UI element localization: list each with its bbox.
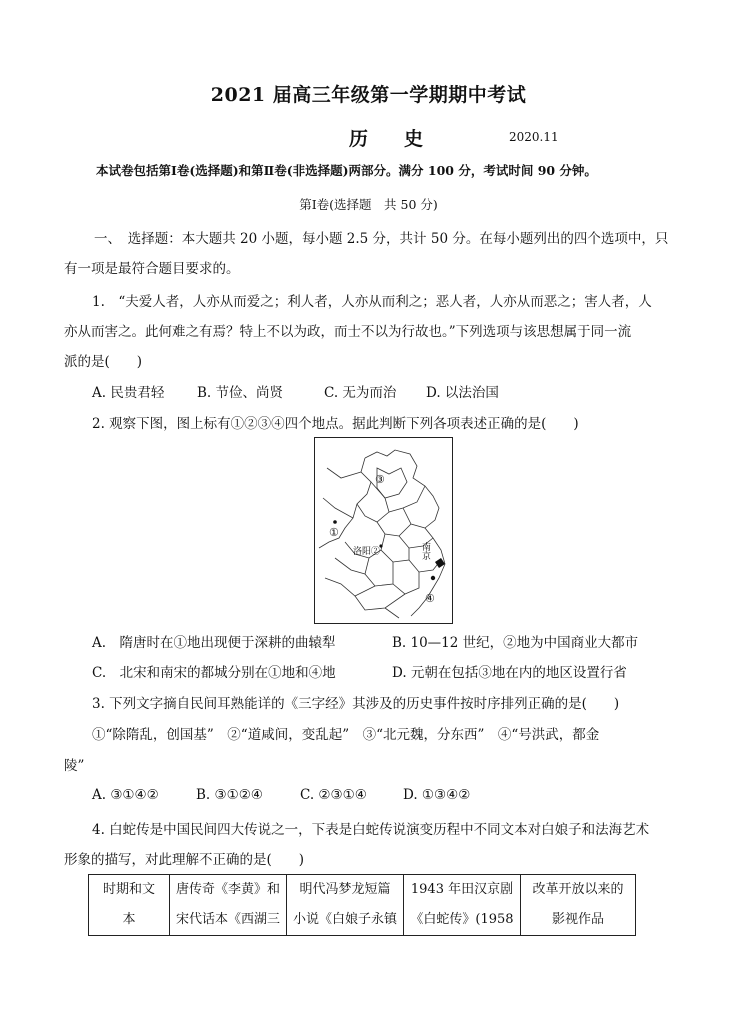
map-label-3: ③ — [375, 473, 385, 486]
table-row — [89, 875, 636, 936]
q2-stem: 2. 观察下图，图上标有①②③④四个地点。据此判断下列各项表述正确的是( ) — [92, 416, 579, 432]
map-label-nanjing: 南京 — [420, 542, 430, 560]
table-cell — [404, 875, 521, 936]
subject-title — [349, 124, 423, 151]
q4-table — [88, 874, 636, 936]
map-label-1: ① — [329, 526, 339, 539]
q4-line1: 4. 白蛇传是中国民间四大传说之一，下表是白蛇传说演变历程中不同文本对白娘子和法海艺术 — [92, 822, 650, 838]
exam-date: 2020.11 — [509, 130, 559, 144]
part-one-heading: 第Ⅰ卷(选择题 共 50 分) — [299, 197, 438, 212]
q3-stem: 3. 下列文字摘自民间耳熟能详的《三字经》其涉及的历史事件按时序排列正确的是( ) — [92, 696, 620, 712]
cell-text: 时期和文 — [102, 882, 155, 897]
exam-title: 2021 届高三年级第一学期期中考试 — [210, 84, 527, 106]
cell-text: 明代冯梦龙短篇 — [299, 882, 391, 897]
q4-line2: 形象的描写，对此理解不正确的是( ) — [64, 852, 305, 868]
q3-option-c[interactable]: C. ②③①④ — [300, 787, 367, 803]
section-instruction-line1: 一、 选择题：本大题共 20 小题，每小题 2.5 分，共计 50 分。在每小题列出的四个选项中，只 — [94, 231, 669, 247]
table-cell — [170, 875, 287, 936]
q2-option-a[interactable]: A. 隋唐时在①地出现便于深耕的曲辕犁 — [92, 635, 336, 651]
q1-line3: 派的是( ) — [64, 354, 143, 370]
q3-option-b[interactable]: B. ③①②④ — [196, 787, 263, 803]
exam-intro: 本试卷包括第Ⅰ卷(选择题)和第Ⅱ卷(非选择题)两部分。满分 100 分，考试时间 90 分钟。 — [96, 163, 597, 178]
cell-text: 本 — [122, 912, 136, 927]
q1-line1: 1. “夫爱人者，人亦从而爱之；利人者，人亦从而利之；恶人者，人亦从而恶之；害人者，人 — [92, 294, 652, 310]
cell-text: 1943 年田汉京剧 — [410, 882, 514, 897]
cell-text: 改革开放以来的 — [532, 882, 624, 897]
q3-items-line1: ①“除隋乱，创国基” ②“道咸间，变乱起” ③“北元魏，分东西” ④“号洪武，都金 — [92, 727, 600, 743]
subject-char-2: 史 — [404, 128, 424, 150]
table-cell — [521, 875, 636, 936]
q2-option-c[interactable]: C. 北宋和南宋的都城分别在①地和④地 — [92, 665, 336, 681]
china-map-figure — [314, 437, 453, 624]
cell-text: 唐传奇《李黄》和 — [175, 882, 280, 897]
cell-text: 宋代话本《西湖三 — [175, 912, 280, 927]
subject-char-1: 历 — [349, 128, 369, 150]
q2-option-b[interactable]: B. 10—12 世纪，②地为中国商业大都市 — [392, 635, 639, 651]
q1-option-b[interactable]: B. 节俭、尚贤 — [197, 385, 284, 401]
section-instruction-line2: 有一项是最符合题目要求的。 — [64, 261, 240, 277]
cell-text: 《白蛇传》(1958 — [410, 912, 514, 927]
q1-option-d[interactable]: D. 以法治国 — [426, 385, 499, 401]
table-cell — [287, 875, 404, 936]
q3-option-d[interactable]: D. ①③④② — [403, 787, 471, 803]
q2-option-d[interactable]: D. 元朝在包括③地在内的地区设置行省 — [392, 665, 627, 681]
cell-text: 小说《白娘子永镇 — [292, 912, 397, 927]
map-label-luoyang-2: 洛阳② — [353, 547, 381, 557]
table-cell — [89, 875, 170, 936]
map-label-4: ④ — [425, 592, 435, 605]
q3-option-a[interactable]: A. ③①④② — [92, 787, 159, 803]
cell-text: 影视作品 — [551, 912, 604, 927]
q1-option-c[interactable]: C. 无为而治 — [324, 385, 397, 401]
q1-option-a[interactable]: A. 民贵君轻 — [92, 385, 165, 401]
q3-items-line2: 陵” — [64, 758, 85, 774]
q1-line2: 亦从而害之。此何难之有焉？特上不以为政，而士不以为行故也。”下列选项与该思想属于同一流 — [64, 324, 632, 340]
